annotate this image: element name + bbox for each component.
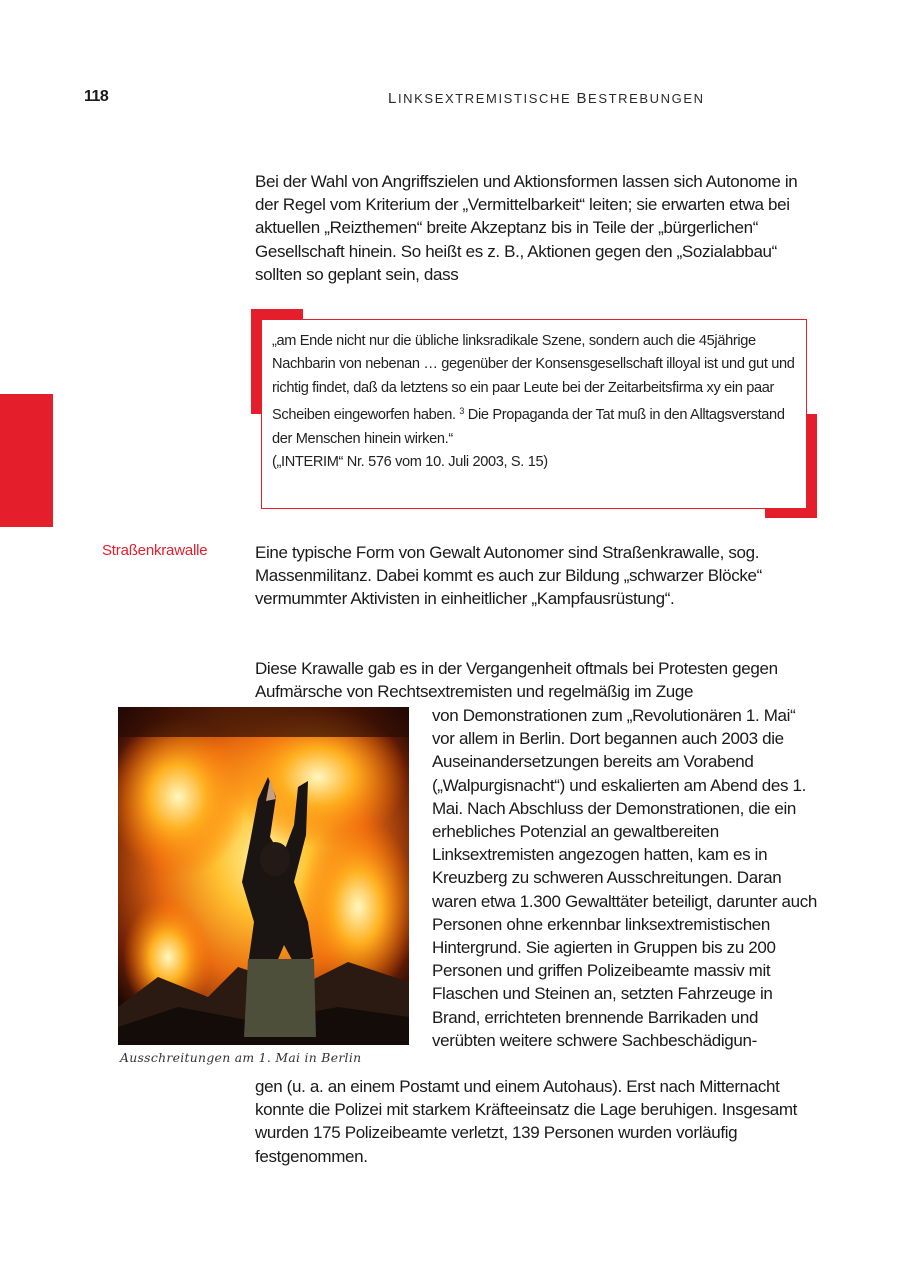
quote-text-part1: „am Ende nicht nur die übliche linksradikale Szene, sondern auch die 45jährige Nachbarin von nebenan … gegenüber der Konsensgesellschaft illoyal ist und gut und richtig findet, daß da letztens so ein paar Leute bei der Zeitarbeitsfirma xy ein paar Scheiben eingeworfen haben. bbox=[272, 333, 795, 424]
quote-source: („INTERIM“ Nr. 576 vom 10. Juli 2003, S. 15) bbox=[272, 454, 548, 471]
running-head bbox=[388, 90, 705, 107]
intro-paragraph: Bei der Wahl von Angriffszielen und Aktionsformen lassen sich Autonome in der Regel vom Kriterium der „Vermittelbarkeit“ leiten; sie erwarten etwa bei aktuellen „Reizthemen“ breite Akzeptanz bis in Teile der „bürgerlichen“ Gesellschaft hinein. So heißt es z. B., Aktionen gegen den „Sozialabbau“ sollten so geplant sein, dass bbox=[255, 172, 798, 284]
quote-text-part2: Die Propaganda der Tat muß in den Alltagsverstand der Menschen hinein wirken.“ bbox=[272, 407, 785, 447]
red-side-marker bbox=[0, 394, 53, 527]
section-paragraph-1: Eine typische Form von Gewalt Autonomer sind Straßenkrawalle, sog. Massenmilitanz. Dabei kommt es auch zur Bildung „schwarzer Blöcke“ vermummter Aktivisten in einheitlicher „Kampfausrüstung“. bbox=[255, 543, 762, 609]
footnote-mark[interactable]: 3 bbox=[459, 406, 465, 417]
section-paragraph-2-end: gen (u. a. an einem Postamt und einem Autohaus). Erst nach Mitternacht konnte die Polizei mit starkem Kräfteeinsatz die Lage beruhigen. Insgesamt wurden 175 Polizeibeamte verletzt, 139 Personen wurden vorläufig festgenommen. bbox=[255, 1077, 798, 1166]
running-head-initial-2: B bbox=[576, 90, 589, 107]
running-head-initial: L bbox=[388, 90, 398, 107]
section-paragraph-2-wrap: von Demonstrationen zum „Revolutionären 1. Mai“ vor allem in Berlin. Dort begannen auch 2003 die Auseinandersetzungen bereits am Vorabend („Walpurgisnacht“) und eskalierten am Abend des 1. Mai. Nach Abschluss der Demonstrationen, die ein erhebliches Potenzial an gewaltbereiten Linksextremisten angezogen hatten, kam es in Kreuzberg zu schweren Ausschreitungen. Daran waren etwa 1.300 Gewalttäter beteiligt, darunter auch Personen ohne erkennbar linksextremistischen Hintergrund. Sie agierten in Gruppen bis zu 200 Personen und griffen Polizeibeamte massiv mit Flaschen und Steinen an, setzten Fahrzeuge in Brand, errichteten brennende Barrikaden und verübten weitere schwere Sachbeschädigun- bbox=[432, 706, 817, 1050]
running-head-part2: ESTREBUNGEN bbox=[588, 91, 705, 106]
photo-caption: Ausschreitungen am 1. Mai in Berlin bbox=[120, 1050, 362, 1065]
quote-text bbox=[272, 330, 796, 451]
section-paragraph-2-start: Diese Krawalle gab es in der Vergangenheit oftmals bei Protesten gegen Aufmärsche von Rechtsextremisten und regelmäßig im Zuge bbox=[255, 659, 778, 702]
quote-box bbox=[261, 319, 807, 509]
running-head-part1: INKSEXTREMISTISCHE bbox=[397, 91, 577, 106]
margin-label-strassenkrawalle: Straßenkrawalle bbox=[102, 542, 208, 559]
page-number: 118 bbox=[84, 88, 109, 105]
riot-fire-photo bbox=[118, 707, 409, 1045]
